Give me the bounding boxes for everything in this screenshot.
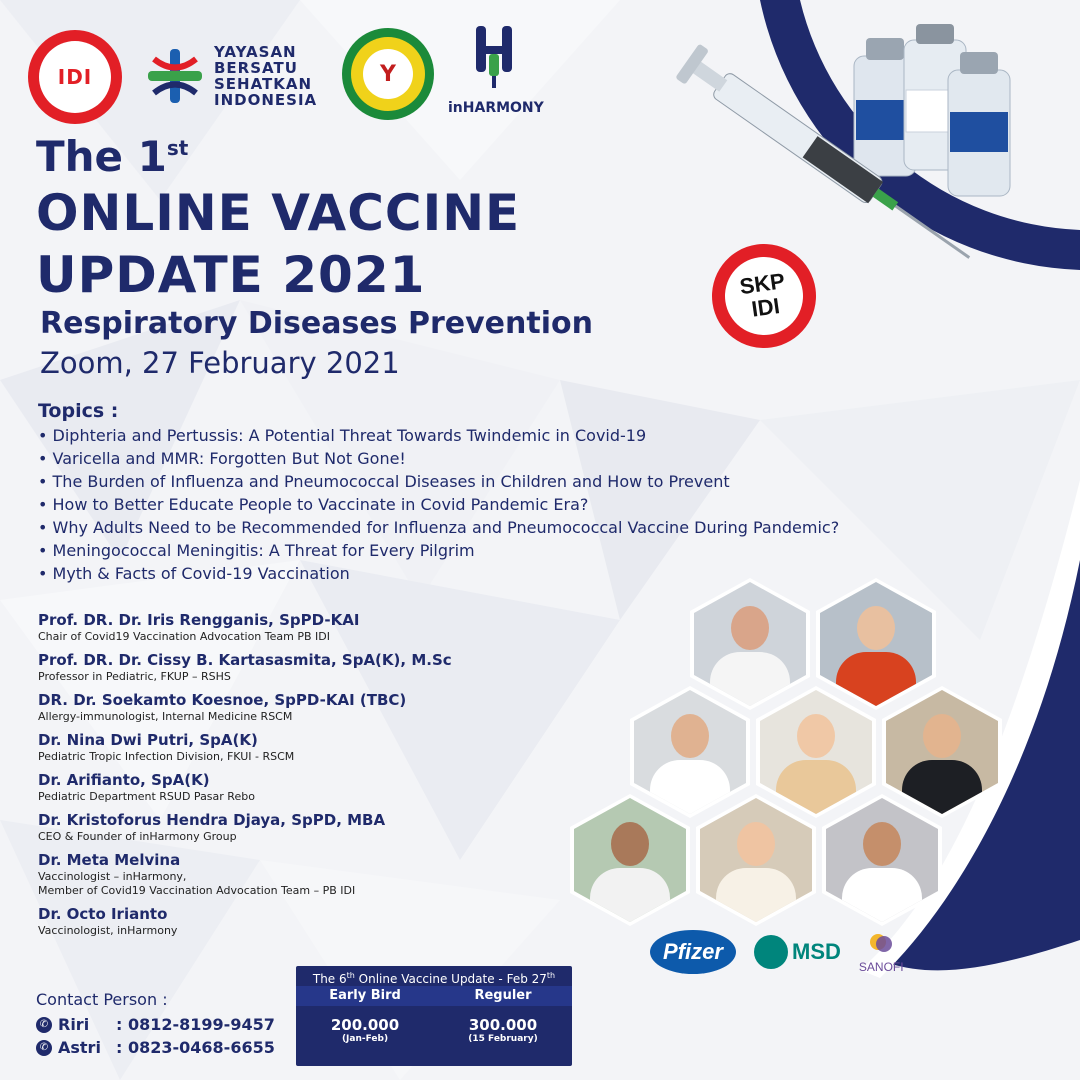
speaker-name: Dr. Meta Melvina	[38, 851, 181, 869]
sanofi-mark-icon	[868, 930, 894, 956]
pricing-header-sup: th	[346, 971, 355, 980]
ybsi-logo	[144, 44, 317, 108]
contact-row[interactable]	[36, 1038, 275, 1057]
ybsi-line-4: INDONESIA	[214, 91, 318, 109]
speaker-role: Pediatric Department RSUD Pasar Rebo	[38, 790, 255, 803]
speaker-entry	[38, 650, 458, 684]
speaker-entry	[38, 690, 458, 724]
idi-logo	[28, 30, 122, 124]
contact-heading: Contact Person :	[36, 990, 168, 1009]
topic-item: • Meningococcal Meningitis: A Threat for Every Pilgrim	[38, 541, 475, 560]
sanofi-wordmark: SANOFI	[858, 960, 904, 974]
speaker-name: Dr. Nina Dwi Putri, SpA(K)	[38, 731, 258, 749]
topic-item: • Why Adults Need to be Recommended for Influenza and Pneumococcal Vaccine During Pandemic?	[38, 518, 840, 537]
speaker-role: Professor in Pediatric, FKUP – RSHS	[38, 670, 231, 683]
speakers-list	[38, 610, 458, 944]
edition-title	[36, 132, 520, 181]
regular-label: Reguler	[474, 988, 532, 1003]
speaker-role: Vaccinologist, inHarmony	[38, 924, 178, 937]
sanofi-logo	[859, 930, 904, 974]
speaker-role: Pediatric Tropic Infection Division, FKUI - RSCM	[38, 750, 295, 763]
ybsi-line-1: YAYASAN	[214, 43, 297, 61]
speaker-entry	[38, 810, 458, 844]
event-venue-date: Zoom, 27 February 2021	[40, 346, 400, 380]
msd-wordmark: MSD	[792, 939, 841, 964]
topic-item: • Varicella and MMR: Forgotten But Not Gone!	[38, 449, 406, 468]
speaker-name: Prof. DR. Dr. Cissy B. Kartasasmita, SpA(K), M.Sc	[38, 651, 452, 669]
title-block	[36, 132, 520, 305]
pricing-header-prefix: The 6	[312, 972, 347, 986]
topic-item: • The Burden of Influenza and Pneumococcal Diseases in Children and How to Prevent	[38, 472, 730, 491]
contact-row[interactable]	[36, 1015, 275, 1034]
pricing-column-headers	[296, 986, 572, 1006]
inharmony-wordmark: inHARMONY	[448, 100, 544, 116]
pricing-values	[296, 1006, 572, 1044]
regular-price: 300.000	[468, 1016, 538, 1034]
contact-phone[interactable]: : 0823-0468-6655	[116, 1038, 275, 1057]
speaker-role-line-2: Member of Covid19 Vaccination Advocation Team – PB IDI	[38, 884, 356, 897]
edition-prefix: The 1	[36, 132, 167, 181]
speaker-role: Chair of Covid19 Vaccination Advocation Team PB IDI	[38, 630, 330, 643]
ybsi-line-3: SEHATKAN	[214, 75, 313, 93]
speaker-entry	[38, 610, 458, 644]
early-bird-note: (Jan-Feb)	[341, 1034, 389, 1044]
inharmony-mark-icon	[474, 24, 514, 90]
contact-section	[36, 990, 275, 1061]
pricing-header	[296, 966, 572, 986]
skp-badge-line-2: IDI	[749, 293, 782, 322]
contact-name: Riri	[58, 1015, 90, 1034]
whatsapp-icon: ✆	[36, 1017, 52, 1033]
speaker-role: Allergy-immunologist, Internal Medicine RSCM	[38, 710, 293, 723]
speaker-name: Dr. Arifianto, SpA(K)	[38, 771, 210, 789]
speaker-name: Prof. DR. Dr. Iris Rengganis, SpPD-KAI	[38, 611, 360, 629]
pricing-header-sup-2: th	[546, 971, 556, 980]
regular-note: (15 February)	[468, 1034, 538, 1044]
speaker-role: CEO & Founder of inHarmony Group	[38, 830, 237, 843]
ybsi-cross-icon	[144, 45, 206, 107]
topic-item: • Myth & Facts of Covid-19 Vaccination	[38, 564, 350, 583]
speaker-role: Vaccinologist – inHarmony,	[38, 870, 187, 883]
topics-list	[38, 400, 839, 585]
pricing-header-suffix: Online Vaccine Update - Feb 27	[354, 972, 547, 986]
msd-logo	[754, 935, 841, 969]
contact-phone[interactable]: : 0812-8199-9457	[116, 1015, 275, 1034]
topics-heading: Topics :	[38, 400, 119, 422]
speaker-name: Dr. Octo Irianto	[38, 905, 168, 923]
contact-name: Astri	[58, 1038, 101, 1057]
whatsapp-icon: ✆	[36, 1040, 52, 1056]
speaker-name: Dr. Kristoforus Hendra Djaya, SpPD, MBA	[38, 811, 386, 829]
pfizer-logo: Pfizer	[650, 930, 736, 974]
speaker-entry	[38, 730, 458, 764]
topic-item: • Diphteria and Pertussis: A Potential Threat Towards Twindemic in Covid-19	[38, 426, 647, 445]
vial-icon	[948, 52, 1010, 196]
ybsi-line-2: BERSATU	[214, 59, 298, 77]
event-subtitle: Respiratory Diseases Prevention	[40, 306, 593, 341]
idi-logo-text: IDI	[39, 41, 111, 113]
early-bird-price: 200.000	[330, 1016, 400, 1034]
speaker-entry	[38, 770, 458, 804]
peralmuni-symbol: Y	[363, 49, 413, 99]
speaker-entry	[38, 850, 458, 898]
pricing-table	[296, 966, 572, 1066]
topic-item: • How to Better Educate People to Vaccinate in Covid Pandemic Era?	[38, 495, 589, 514]
speaker-entry	[38, 904, 458, 938]
event-title-line-1: ONLINE VACCINE	[36, 184, 521, 242]
sponsor-logos	[650, 930, 904, 974]
inharmony-logo	[448, 24, 544, 116]
skp-badge-line-1: SKP	[738, 268, 787, 300]
speaker-name: DR. Dr. Soekamto Koesnoe, SpPD-KAI (TBC)	[38, 691, 407, 709]
msd-mark-icon	[754, 935, 788, 969]
peralmuni-logo	[342, 28, 434, 120]
event-title-line-2: UPDATE 2021	[36, 246, 426, 304]
edition-suffix: st	[166, 136, 189, 160]
early-bird-label: Early Bird	[329, 988, 401, 1003]
